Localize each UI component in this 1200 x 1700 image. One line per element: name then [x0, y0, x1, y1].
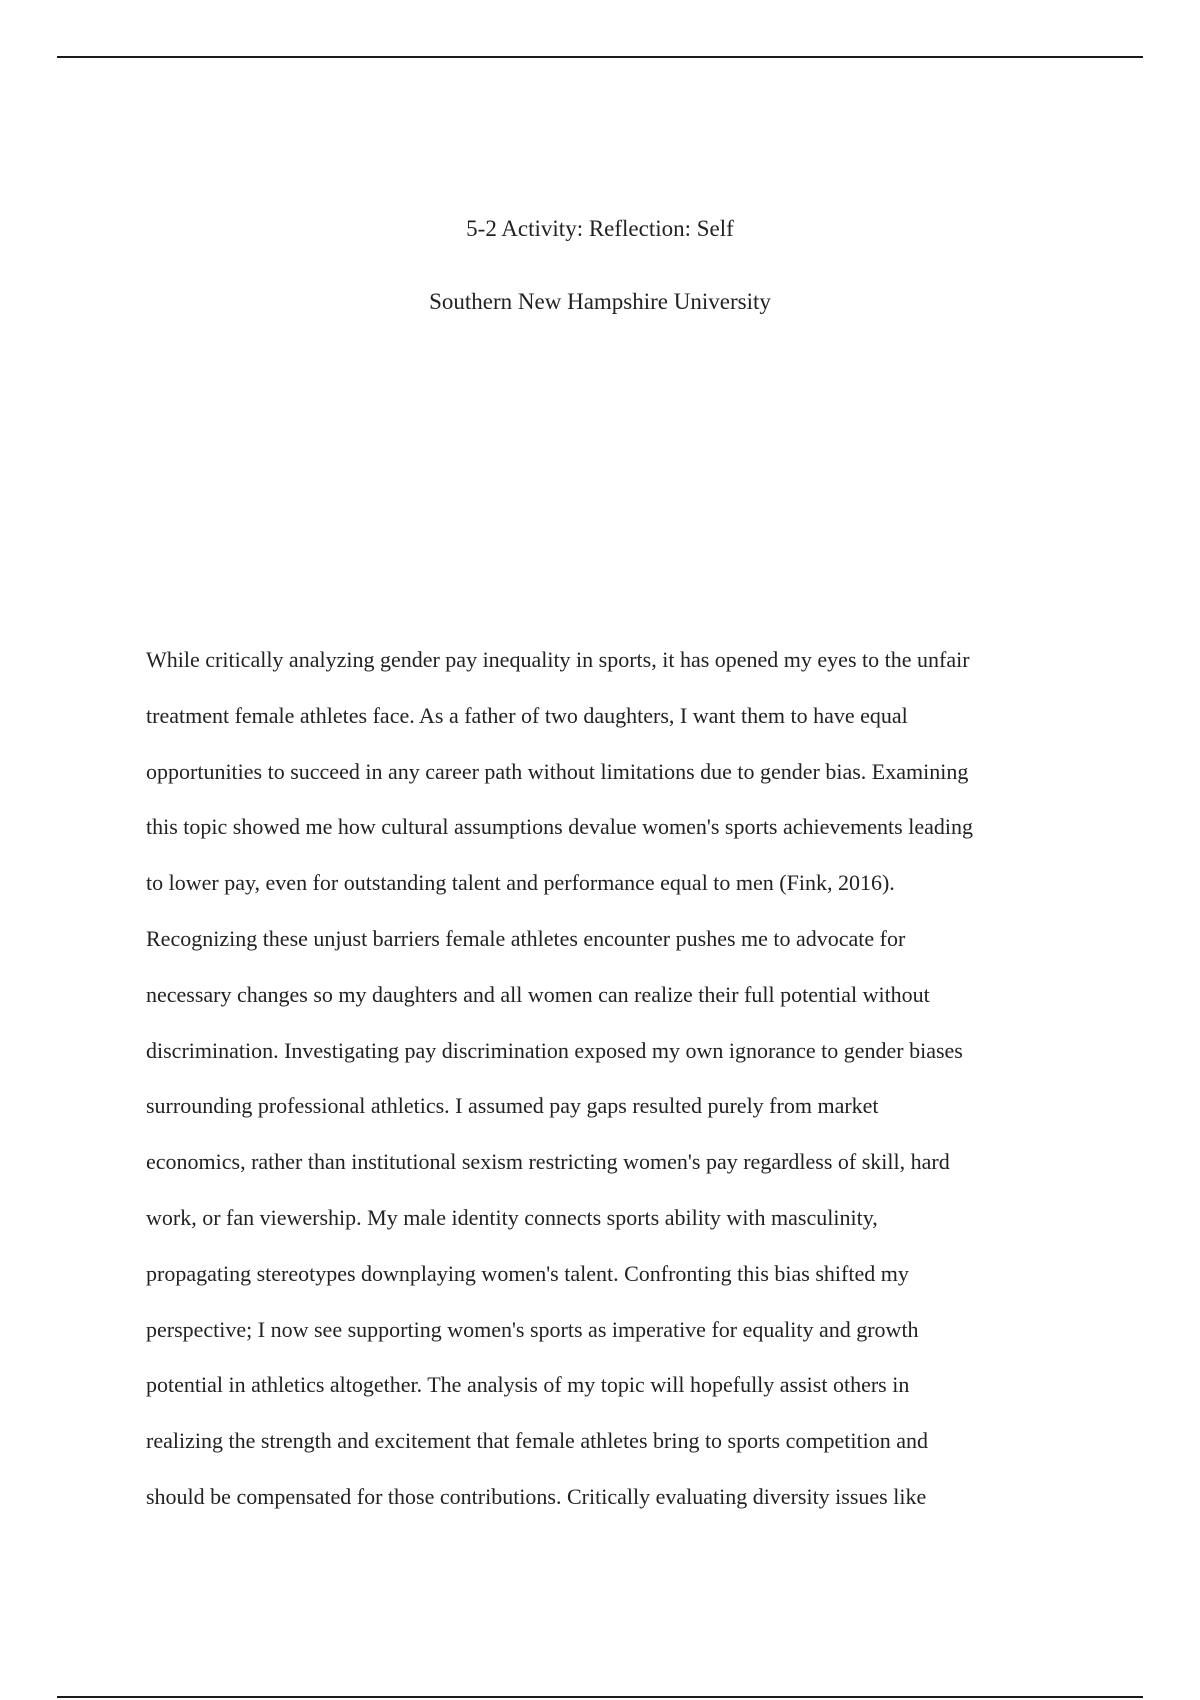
document-title: 5-2 Activity: Reflection: Self — [466, 216, 734, 241]
body-line: to lower pay, even for outstanding talent and performance equal to men (Fink, 2016). — [146, 870, 895, 896]
body-line: realizing the strength and excitement that female athletes bring to sports competition and — [146, 1428, 928, 1454]
body-line: economics, rather than institutional sexism restricting women's pay regardless of skill, hard — [146, 1149, 950, 1175]
body-line: Recognizing these unjust barriers female athletes encounter pushes me to advocate for — [146, 925, 906, 951]
body-line: necessary changes so my daughters and all women can realize their full potential without — [146, 981, 930, 1007]
body-line: discrimination. Investigating pay discrimination exposed my own ignorance to gender biases — [146, 1037, 963, 1063]
body-line: this topic showed me how cultural assumptions devalue women's sports achievements leading — [146, 814, 973, 840]
body-line: opportunities to succeed in any career path without limitations due to gender bias. Examining — [146, 758, 969, 784]
body-line: work, or fan viewership. My male identity connects sports ability with masculinity, — [146, 1204, 878, 1230]
body-line: surrounding professional athletics. I assumed pay gaps resulted purely from market — [146, 1093, 879, 1119]
body-line: propagating stereotypes downplaying women's talent. Confronting this bias shifted my — [146, 1260, 909, 1286]
body-line: should be compensated for those contributions. Critically evaluating diversity issues like — [146, 1483, 927, 1509]
body-paragraph — [146, 646, 1066, 1539]
institution-name: Southern New Hampshire University — [429, 289, 771, 314]
body-line: perspective; I now see supporting women's sports as imperative for equality and growth — [146, 1316, 919, 1342]
body-line: treatment female athletes face. As a father of two daughters, I want them to have equal — [146, 702, 908, 728]
body-line: While critically analyzing gender pay inequality in sports, it has opened my eyes to the unfair — [146, 647, 970, 672]
top-rule — [57, 56, 1143, 58]
body-line: potential in athletics altogether. The analysis of my topic will hopefully assist others in — [146, 1372, 910, 1398]
bottom-rule — [57, 1696, 1143, 1698]
